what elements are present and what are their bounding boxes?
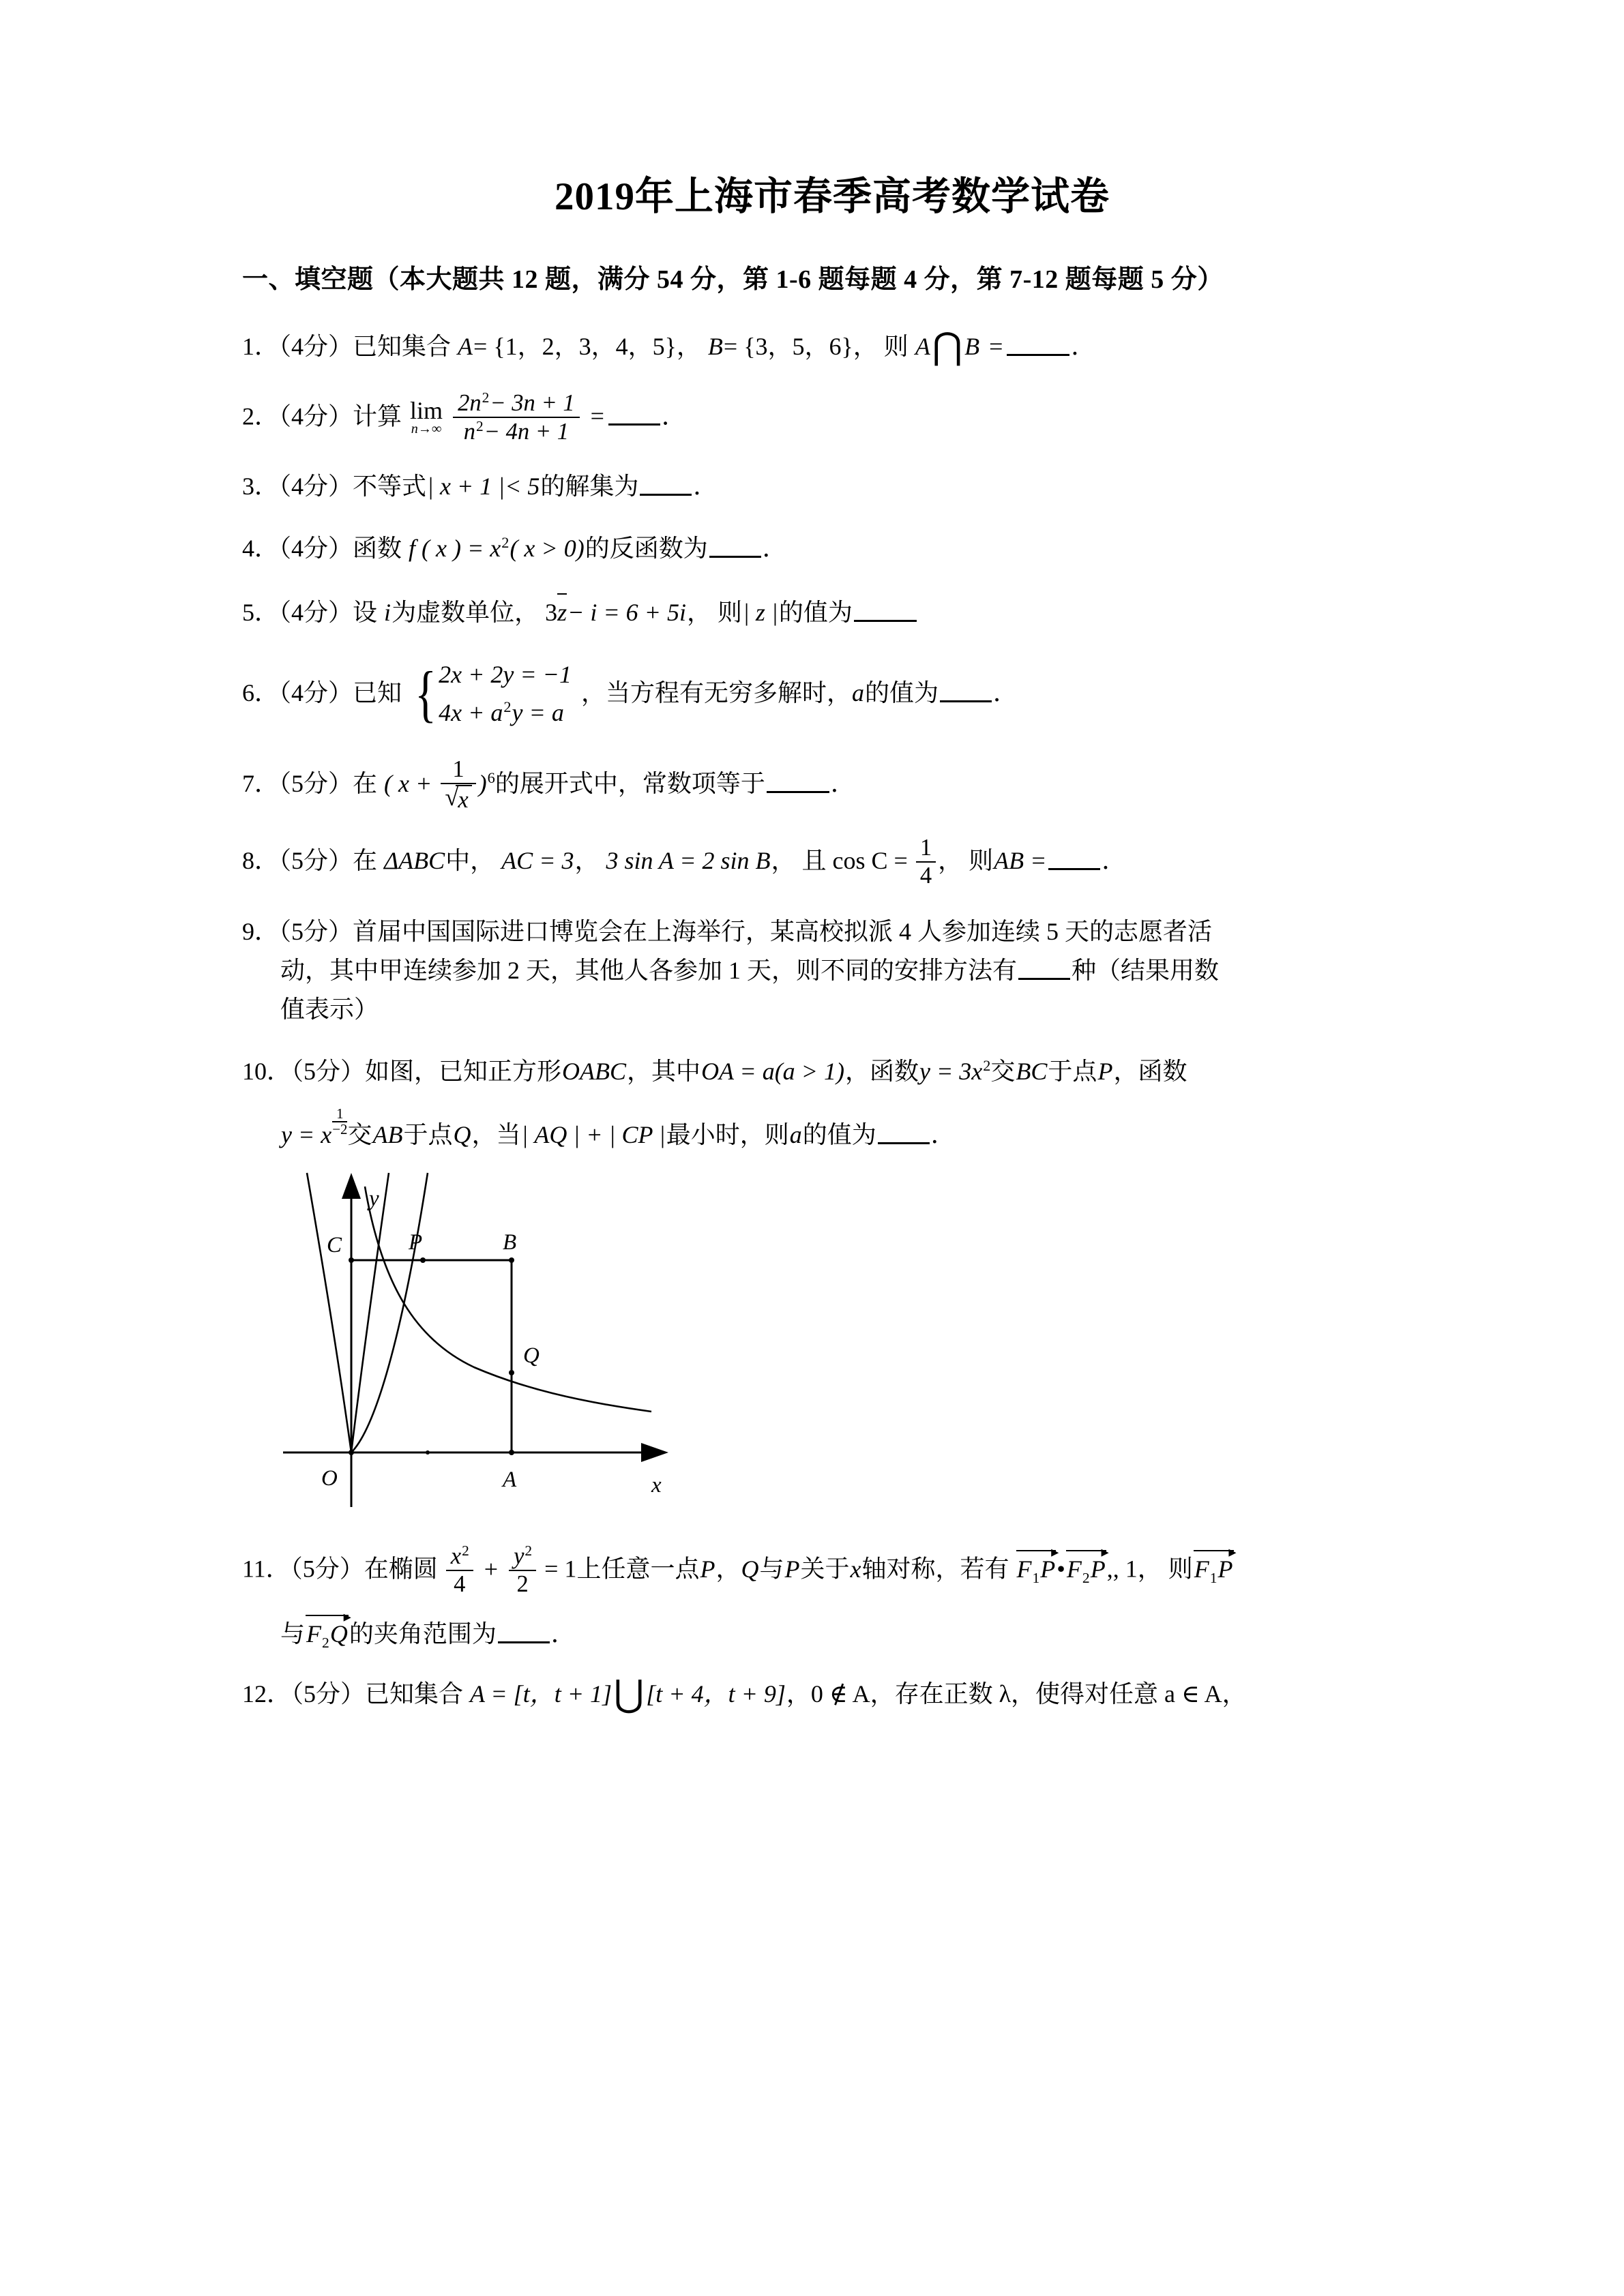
question-11-point-q: Q <box>741 1555 759 1583</box>
denominator-lead: n <box>463 419 475 445</box>
question-6-answer-blank[interactable] <box>940 700 992 702</box>
question-11-vector-tail: ,, 1， <box>1106 1555 1162 1583</box>
cos-numerator: 1 <box>919 835 932 861</box>
question-10-variable: a <box>789 1120 802 1148</box>
question-11-points: （5分） <box>290 1555 364 1583</box>
question-11-line1-e: 关于 <box>800 1555 850 1583</box>
left-brace-icon: { <box>415 659 437 729</box>
union-icon: ⋃ <box>614 1671 645 1715</box>
question-4-answer-blank[interactable] <box>709 556 761 558</box>
intersection-icon: ⋂ <box>932 324 963 368</box>
question-2-equals: = <box>590 402 604 430</box>
vector-f-subscript: 1 <box>1032 1569 1040 1586</box>
question-5: 5．（4分）设 i为虚数单位， 3z− i = 6 + 5i， 则| z |的值为 <box>242 593 1422 630</box>
question-10-square-label: OABC <box>562 1057 627 1085</box>
question-12: 12．（5分）已知集合 A = [t，t + 1]⋃[t + 4，t + 9]，0 ∉ A，存在正数 λ，使得对任意 a ∈ A， <box>242 1671 1247 1715</box>
label-o: O <box>321 1465 338 1491</box>
vector-q-letter: Q <box>329 1620 348 1648</box>
question-10-line1-b: ，其中 <box>627 1057 701 1085</box>
question-5-text-after: 的值为 <box>778 599 853 627</box>
question-6-text-tail: 的值为 <box>864 679 939 707</box>
question-10-func-exponent: 2 <box>983 1056 991 1074</box>
binomial-denominator <box>441 783 475 813</box>
question-12-number: 12 <box>242 1680 267 1708</box>
question-6-variable: a <box>851 679 864 707</box>
question-10-line1-f: ，函数 <box>1113 1057 1187 1085</box>
limit-subscript: n→∞ <box>411 421 442 437</box>
fraction-numerator <box>453 390 580 417</box>
question-12-set-def-a: A = [t，t + 1] <box>470 1680 612 1708</box>
vector-f-letter: F <box>1066 1555 1082 1583</box>
vector-p-letter: P <box>1040 1555 1056 1583</box>
question-5-then: 则 <box>718 599 743 627</box>
page-title: 2019年上海市春季高考数学试卷 <box>555 175 1110 218</box>
question-4-text: 函数 <box>353 535 402 563</box>
question-8-number: 8 <box>242 847 254 875</box>
x-axis-tick-dot <box>426 1450 430 1455</box>
equation-row-2-rest: y = a <box>512 699 564 727</box>
question-11-line1-d: 与 <box>759 1555 784 1583</box>
equation-row-2 <box>438 694 572 732</box>
question-9: 9．（5分）首届中国国际进口博览会在上海举行，某高校拟派 4 人参加连续 5 天的志愿者活 动，其中甲连续参加 2 天，其他人各参加 1 天，则不同的安排方法有 种（结果用数 值表示） <box>242 917 1220 1023</box>
question-11-point-p: P <box>700 1555 715 1583</box>
question-10-line2-e: 的值为 <box>802 1120 876 1148</box>
question-5-answer-blank[interactable] <box>854 620 917 622</box>
ellipse-y-denominator: 2 <box>509 1570 536 1597</box>
question-1-set-b-label: B <box>707 332 723 360</box>
question-8-text: 在 <box>353 847 378 875</box>
equation-row-2-lead: 4x + a <box>439 699 503 727</box>
question-2-terminator: ． <box>661 402 686 430</box>
exponent-denominator: −2 <box>332 1120 348 1137</box>
binomial-numerator: 1 <box>452 756 464 782</box>
vector-f1p-first <box>1016 1542 1059 1589</box>
question-10-points: （5分） <box>291 1057 366 1085</box>
question-1-number: 1 <box>242 332 254 360</box>
question-10-function-2: y = x <box>281 1120 332 1148</box>
question-8-result: AB = <box>994 847 1047 875</box>
vertex-b-dot <box>509 1257 514 1263</box>
question-3-terminator: ． <box>693 473 718 501</box>
page-content <box>242 174 1422 1716</box>
sqrt-x <box>445 785 471 813</box>
question-5-number: 5 <box>242 599 254 627</box>
question-10-line1-d: 交 <box>990 1057 1016 1085</box>
question-2-number: 2 <box>242 402 254 430</box>
label-a: A <box>503 1467 517 1492</box>
vector-f-letter: F <box>1016 1555 1032 1583</box>
vector-body <box>1016 1550 1057 1589</box>
question-2-points: （4分） <box>279 402 353 430</box>
question-5-text: 设 <box>353 599 378 627</box>
question-8-condition-3-lead: 且 cos C = <box>801 847 908 875</box>
vector-p-letter: P <box>1090 1555 1106 1583</box>
system-of-equations <box>411 656 572 732</box>
question-6: 6．（4分）已知 { 2x + 2y = −1 $4x + a^2y = a$ ，当方程有无穷多解时，a的值为 ． <box>242 657 1422 734</box>
label-b: B <box>503 1229 517 1255</box>
question-10-number: 10 <box>242 1057 267 1085</box>
limit-operator <box>410 398 443 436</box>
conjugate-z: z <box>557 593 567 630</box>
question-11-axis: x <box>850 1555 861 1583</box>
question-9-line-2b: 种（结果用数 <box>1072 956 1220 984</box>
vector-f-subscript: 1 <box>1209 1569 1217 1586</box>
question-7-expr-close: ) <box>478 769 487 797</box>
parabola-right-branch <box>351 1173 428 1452</box>
question-10-terminator: ． <box>930 1120 956 1148</box>
question-11-number: 11 <box>242 1555 266 1583</box>
vector-f-subscript: 2 <box>322 1634 329 1651</box>
vector-body <box>1066 1550 1106 1589</box>
question-5-modulus: | z | <box>743 599 778 627</box>
vector-arrow-icon: ▸ <box>1051 1542 1059 1560</box>
ellipse-y-exponent: 2 <box>525 1542 533 1559</box>
vertex-c-dot <box>349 1257 354 1263</box>
question-8-condition-2: 3 sin A = 2 sin B <box>606 847 771 875</box>
question-2-answer-blank[interactable] <box>608 423 660 426</box>
question-4-number: 4 <box>242 535 254 563</box>
question-10-point-q: Q <box>453 1120 471 1148</box>
radicand-text: x <box>458 786 469 813</box>
point-q-dot <box>509 1370 514 1375</box>
limit-fraction <box>453 390 580 445</box>
numerator-lead: 2n <box>458 390 482 417</box>
vector-body <box>306 1615 349 1654</box>
question-10-bc: BC <box>1016 1057 1048 1085</box>
question-10-line2-d: 最小时，则 <box>666 1120 789 1148</box>
question-11: 11．（5分）在椭圆 $\frac{x^2}{4}$ + $\frac{y^2}{2}$ = 1上任意一点P，Q与P关于x轴对称，若有 ▸ $F_1P•$ ▸ $F_2P$,, 1， 则 ▸ $F_1P$ 与 ▸ $F_2Q$的夹角范围为 ． <box>242 1545 1422 1654</box>
question-4-text-after: 的反函数为 <box>585 535 708 563</box>
question-7-answer-blank[interactable] <box>767 791 829 793</box>
vector-body <box>1194 1550 1234 1589</box>
question-11-answer-blank[interactable] <box>498 1641 550 1643</box>
question-1-equals: = <box>989 332 1003 360</box>
ellipse-y-fraction <box>509 1543 536 1597</box>
question-3-answer-blank[interactable] <box>640 494 692 496</box>
square-oabc-diagram <box>269 1166 692 1521</box>
question-1 <box>242 324 1422 368</box>
y-axis-arrow-icon <box>342 1173 361 1199</box>
question-6-number: 6 <box>242 679 254 707</box>
question-4-exponent: 2 <box>501 534 510 552</box>
question-3-number: 3 <box>242 473 254 501</box>
ellipse-y-numerator <box>509 1543 536 1570</box>
question-10-function-1: y = 3x <box>919 1057 983 1085</box>
question-8-answer-blank[interactable] <box>1048 868 1100 870</box>
question-3-text-after: 的解集为 <box>540 473 639 501</box>
question-1-set-b-value: = {3，5，6}， <box>723 332 878 360</box>
ellipse-y-var: y <box>514 1543 525 1570</box>
fraction-denominator <box>453 417 580 445</box>
question-10-line1-c: ，函数 <box>844 1057 919 1085</box>
question-7-number: 7 <box>242 769 254 797</box>
question-3-expression: | x + 1 |< 5 <box>427 473 540 501</box>
question-11-line1-f: 轴对称，若有 <box>861 1555 1009 1583</box>
question-11-point-p2: P <box>784 1555 800 1583</box>
vector-f1p-second <box>1194 1542 1237 1589</box>
question-4-condition: ( x > 0) <box>510 535 585 563</box>
question-1-then: 则 <box>883 332 909 360</box>
vector-arrow-icon: ▸ <box>343 1607 351 1625</box>
vertex-a-dot <box>509 1450 514 1455</box>
question-7-expr-open: ( x + <box>384 769 432 797</box>
denominator-rest: − 4n + 1 <box>484 419 570 445</box>
question-7-terminator: ． <box>830 769 855 797</box>
power-curve <box>365 1187 651 1412</box>
question-8-triangle: ΔABC <box>384 847 445 875</box>
question-10-line1-a: 如图，已知正方形 <box>365 1057 562 1085</box>
question-8-then: 则 <box>969 847 994 875</box>
question-9-number: 9 <box>242 917 254 945</box>
question-6-terminator: ． <box>992 679 1018 707</box>
question-2-text: 计算 <box>353 402 402 430</box>
question-10-answer-blank[interactable] <box>878 1142 930 1144</box>
question-11-line1-c: ， <box>715 1555 741 1583</box>
question-5-comma: ， <box>686 599 711 627</box>
label-p: P <box>409 1229 423 1255</box>
ellipse-x-var: x <box>450 1543 462 1570</box>
question-10-distance-expr: | AQ | + | CP | <box>521 1120 666 1148</box>
vector-f2p <box>1066 1542 1109 1589</box>
question-12-points: （5分） <box>291 1680 366 1708</box>
question-5-points: （4分） <box>279 599 353 627</box>
question-4: 4．（4分）函数 f ( x ) = $x^2$( x > 0)的反函数为 ． <box>242 534 787 563</box>
binomial-fraction <box>441 757 475 812</box>
denominator-exponent: 2 <box>475 417 484 434</box>
question-5-eq-rest: − i = 6 + 5i <box>567 599 686 627</box>
question-12-text: 已知集合 <box>365 1680 464 1708</box>
question-2: 2．（4分）计算 lim n→∞ $\frac{2n^2- 3n + 1}{n^2- 4n + 1}$ = ． <box>242 389 686 445</box>
question-8-condition-1: AC = 3 <box>501 847 574 875</box>
question-8-text-mid: 中， <box>445 847 495 875</box>
ellipse-x-numerator <box>446 1543 473 1570</box>
question-8-points: （5分） <box>279 847 353 875</box>
question-10-figure <box>269 1166 1422 1524</box>
question-7: 7．（5分）在 ( x + 1 √ x )$^6$的展开式中，常数项等于 ． <box>242 756 855 813</box>
question-11-line1-b: 上任意一点 <box>576 1555 700 1583</box>
question-5-eq-lead: 3 <box>545 599 558 627</box>
ellipse-x-denominator: 4 <box>446 1570 473 1597</box>
negative-half-exponent <box>332 1107 347 1137</box>
question-1-operand-b: B <box>964 332 980 360</box>
question-3: 3．（4分）不等式| x + 1 |< 5的解集为 ． <box>242 473 718 501</box>
question-5-imaginary-unit: i <box>384 599 392 627</box>
question-6-text: 已知 <box>353 679 402 707</box>
numerator-rest: − 3n + 1 <box>490 390 575 417</box>
question-3-text: 不等式 <box>353 473 427 501</box>
vector-f-letter: F <box>1194 1555 1209 1583</box>
exponent-numerator: 1 <box>336 1105 344 1122</box>
question-10-line2-c: ，当 <box>471 1120 521 1148</box>
question-11-then: 则 <box>1168 1555 1193 1583</box>
x-axis-arrow-icon <box>641 1443 668 1462</box>
question-11-line1-a: 在椭圆 <box>364 1555 438 1583</box>
question-6-text-after: ，当方程有无穷多解时， <box>580 679 851 707</box>
cos-fraction <box>916 835 936 888</box>
question-12-text-mid: ，0 ∉ A，存在正数 λ，使得对任意 a ∈ A， <box>786 1680 1247 1708</box>
question-7-text: 在 <box>353 769 378 797</box>
question-10-line2-b: 于点 <box>403 1120 453 1148</box>
question-10-line2-a: 交 <box>347 1120 372 1148</box>
cos-denominator: 4 <box>916 861 936 889</box>
question-4-terminator: ． <box>762 535 787 563</box>
vector-f2q <box>306 1607 351 1654</box>
label-x-axis: x <box>651 1472 662 1497</box>
question-12-set-def-b: [t + 4，t + 9] <box>646 1680 786 1708</box>
question-8-terminator: ． <box>1102 847 1127 875</box>
question-10: 10．（5分）如图，已知正方形OABC，其中OA = a(a > 1)，函数$y = 3x^2$交BC于点P，函数 y = x $\frac{1}{-2}$ 交AB于点Q，当| AQ | + | CP |最小时，则a的值为 ． <box>242 1056 1187 1148</box>
vector-arrow-icon: ▸ <box>1101 1542 1109 1560</box>
dot-product-operator: • <box>1057 1555 1065 1583</box>
section-header-fill-in-blank: 一、填空题（本大题共 12 题，满分 54 分，第 1-6 题每题 4 分，第 7-12 题每题 5 分） <box>242 265 1224 295</box>
vector-p-letter: P <box>1217 1555 1233 1583</box>
radical-icon: √ <box>445 783 459 811</box>
point-p-dot <box>420 1257 426 1263</box>
question-1-points: （4分） <box>279 332 353 360</box>
vector-f-letter: F <box>306 1620 322 1648</box>
question-9-points: （5分） <box>279 917 353 945</box>
label-y-axis: y <box>369 1186 379 1211</box>
question-4-function: f ( x ) = x <box>409 535 501 563</box>
limit-label: lim <box>410 397 443 425</box>
question-11-terminator: ． <box>550 1620 576 1648</box>
question-1-set-a-label: A <box>458 332 473 360</box>
question-6-points: （4分） <box>279 679 353 707</box>
question-1-punct: ． <box>254 332 280 360</box>
equation-row-1-text: 2x + 2y = −1 <box>439 661 572 689</box>
question-7-exponent: 6 <box>487 769 495 786</box>
question-9-answer-blank[interactable] <box>1018 978 1070 980</box>
label-c: C <box>327 1232 342 1257</box>
question-7-points: （5分） <box>279 769 353 797</box>
question-10-point-p: P <box>1097 1057 1113 1085</box>
vertex-o-dot <box>349 1450 354 1455</box>
question-8: 8．（5分）在 ΔABC中， AC = 3， 3 sin A = 2 sin B， 且 cos C = $\frac{1}{4}$ ， 则AB = ． <box>242 835 1127 889</box>
vector-arrow-icon: ▸ <box>1228 1542 1237 1560</box>
question-10-oa: OA = a(a > 1) <box>701 1057 844 1085</box>
question-7-text-after: 的展开式中，常数项等于 <box>494 769 765 797</box>
question-1-answer-blank[interactable] <box>1007 354 1069 356</box>
question-9-line-1: 首届中国国际进口博览会在上海举行，某高校拟派 4 人参加连续 5 天的志愿者活 <box>353 917 1213 945</box>
question-10-line1-e: 于点 <box>1048 1057 1097 1085</box>
question-11-line2-b: 的夹角范围为 <box>349 1620 497 1648</box>
ellipse-x-fraction <box>446 1543 473 1597</box>
parabola-curve <box>307 1173 389 1452</box>
question-3-points: （4分） <box>279 473 353 501</box>
equation-rows <box>438 656 572 732</box>
equation-row-2-exponent: 2 <box>503 698 512 716</box>
question-10-ab: AB <box>372 1120 403 1148</box>
question-5-text-mid: 为虚数单位， <box>392 599 540 627</box>
ellipse-equals-one: = 1 <box>544 1555 577 1583</box>
label-q: Q <box>523 1343 540 1368</box>
question-11-line2-a: 与 <box>280 1620 306 1648</box>
ellipse-plus: + <box>484 1555 499 1583</box>
equation-row-1 <box>438 656 572 694</box>
question-1-operand-a: A <box>915 332 930 360</box>
numerator-exponent: 2 <box>482 389 490 406</box>
question-9-line-3: 值表示） <box>280 995 379 1023</box>
question-1-set-a-value: = {1，2，3，4，5}， <box>473 332 701 360</box>
question-1-terminator: ． <box>1071 332 1096 360</box>
question-1-text: 已知集合 <box>353 332 452 360</box>
ellipse-x-exponent: 2 <box>462 1542 469 1559</box>
question-9-line-2a: 动，其中甲连续参加 2 天，其他人各参加 1 天，则不同的安排方法有 <box>280 956 1018 984</box>
vector-f-subscript: 2 <box>1082 1569 1090 1586</box>
question-4-points: （4分） <box>279 535 353 563</box>
